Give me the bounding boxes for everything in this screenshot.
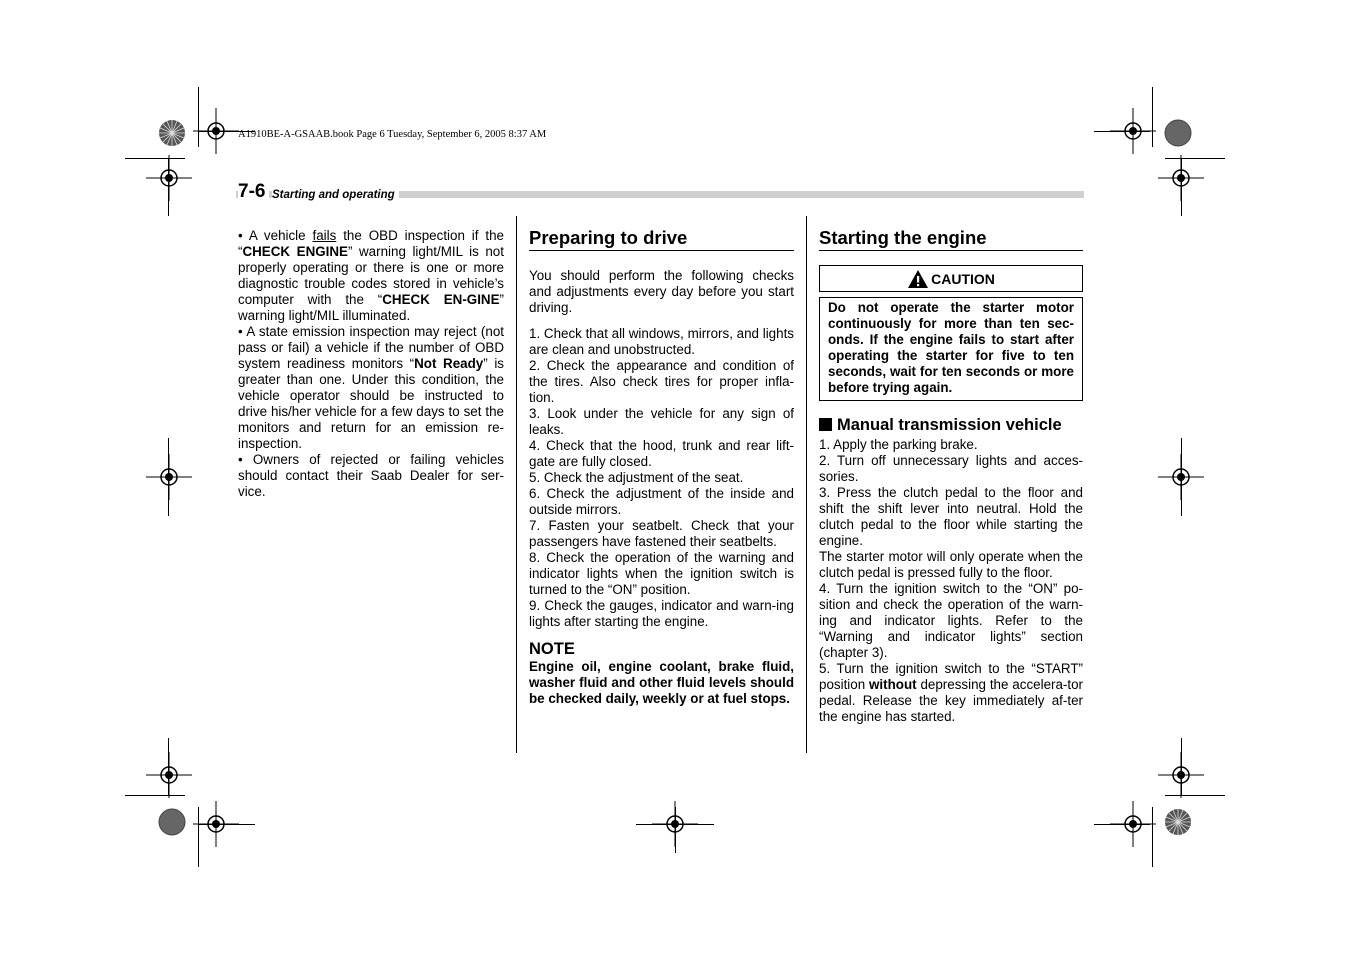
crop-line xyxy=(1094,131,1150,132)
heading-preparing-to-drive: Preparing to drive xyxy=(529,228,794,251)
caution-text: Do not operate the starter motor continuously for more than ten sec-onds. If the engine fails to start after operating the starter for five to ten seconds, wait for ten seconds or more before trying again. xyxy=(828,300,1074,395)
crosshair-mark xyxy=(146,155,192,201)
bullet-paragraph: • A vehicle fails the OBD inspection if the “CHECK ENGINE” warning light/MIL is not properly operating or there is one or more diagnostic trouble codes stored in vehicle’s computer with the “CHECK EN-GINE” warning light/MIL illuminated. xyxy=(238,228,504,323)
column-divider xyxy=(806,216,807,753)
step-item: 5. Check the adjustment of the seat. xyxy=(529,470,744,485)
intro-paragraph: You should perform the following checks and adjustments every day before you start driving. xyxy=(529,268,794,315)
step-item: 7. Fasten your seatbelt. Check that your passengers have fastened their seatbelts. xyxy=(529,518,794,549)
crosshair-mark xyxy=(1158,454,1204,500)
step-item: 3. Press the clutch pedal to the floor and shift the shift lever into neutral. Hold the clutch pedal to the floor while starting the engine. xyxy=(819,485,1083,548)
caution-label: CAUTION xyxy=(931,270,995,287)
crop-line xyxy=(675,807,676,853)
column-right xyxy=(819,228,1083,725)
step-item: 8. Check the operation of the warning and indicator lights when the ignition switch is turned to the “ON” position. xyxy=(529,550,794,597)
bullet-paragraph: • A state emission inspection may reject (not pass or fail) a vehicle if the number of OBD system readiness monitors “Not Ready” is greater than one. Under this condition, the vehicle operator should be instructed to drive his/her vehicle for a few days to set the monitors and return for an emission re-inspection. xyxy=(238,324,505,451)
warning-triangle-icon xyxy=(907,269,929,289)
step-note: The starter motor will only operate when the clutch pedal is pressed fully to the floor. xyxy=(819,549,1083,580)
bullet-paragraph: • Owners of rejected or failing vehicles should contact their Saab Dealer for ser-vice. xyxy=(238,452,504,499)
caution-box xyxy=(819,297,1083,401)
column-left xyxy=(238,228,504,500)
square-bullet-icon xyxy=(819,418,832,431)
step-item: 2. Turn off unnecessary lights and acces-sories. xyxy=(819,453,1083,484)
step-item: 3. Look under the vehicle for any sign of leaks. xyxy=(529,406,794,437)
heading-starting-the-engine: Starting the engine xyxy=(819,228,1083,251)
print-info: A1910BE-A-GSAAB.book Page 6 Tuesday, September 6, 2005 8:37 AM xyxy=(238,129,547,140)
gray-disk-mark xyxy=(158,808,186,836)
column-divider xyxy=(516,216,517,753)
crosshair-mark xyxy=(1158,752,1204,798)
step-item: 5. Turn the ignition switch to the “START” position without depressing the accelera-tor pedal. Release the key immediately af-ter the engine has started. xyxy=(819,661,1084,724)
page-number: 7-6 xyxy=(238,181,269,203)
crosshair-mark xyxy=(146,752,192,798)
crosshair-mark xyxy=(1158,155,1204,201)
section-title: Starting and operating xyxy=(272,187,399,203)
step-item: 1. Apply the parking brake. xyxy=(819,437,978,452)
subheading-manual-transmission: Manual transmission vehicle xyxy=(819,415,1083,435)
step-item: 4. Turn the ignition switch to the “ON” po-sition and check the operation of the warn-ing and indicator lights. Refer to the “Warning and indicator lights” section (chapter 3). xyxy=(819,581,1083,660)
step-item: 2. Check the appearance and condition of the tires. Also check tires for proper infla-tion. xyxy=(529,358,794,405)
note-heading: NOTE xyxy=(529,640,575,658)
starburst-mark xyxy=(158,119,186,147)
crop-line xyxy=(1094,824,1150,825)
step-item: 6. Check the adjustment of the inside and outside mirrors. xyxy=(529,486,794,517)
column-middle xyxy=(529,228,794,707)
crop-line xyxy=(199,824,255,825)
step-item: 4. Check that the hood, trunk and rear lift-gate are fully closed. xyxy=(529,438,794,469)
caution-header xyxy=(819,265,1083,292)
gray-disk-mark xyxy=(1164,119,1192,147)
note-body: Engine oil, engine coolant, brake fluid, washer fluid and other fluid levels should be checked daily, weekly or at fuel stops. xyxy=(529,659,794,706)
step-item: 1. Check that all windows, mirrors, and lights are clean and unobstructed. xyxy=(529,326,794,357)
step-item: 9. Check the gauges, indicator and warn-ing lights after starting the engine. xyxy=(529,598,794,629)
crosshair-mark xyxy=(146,454,192,500)
starburst-mark xyxy=(1164,808,1192,836)
